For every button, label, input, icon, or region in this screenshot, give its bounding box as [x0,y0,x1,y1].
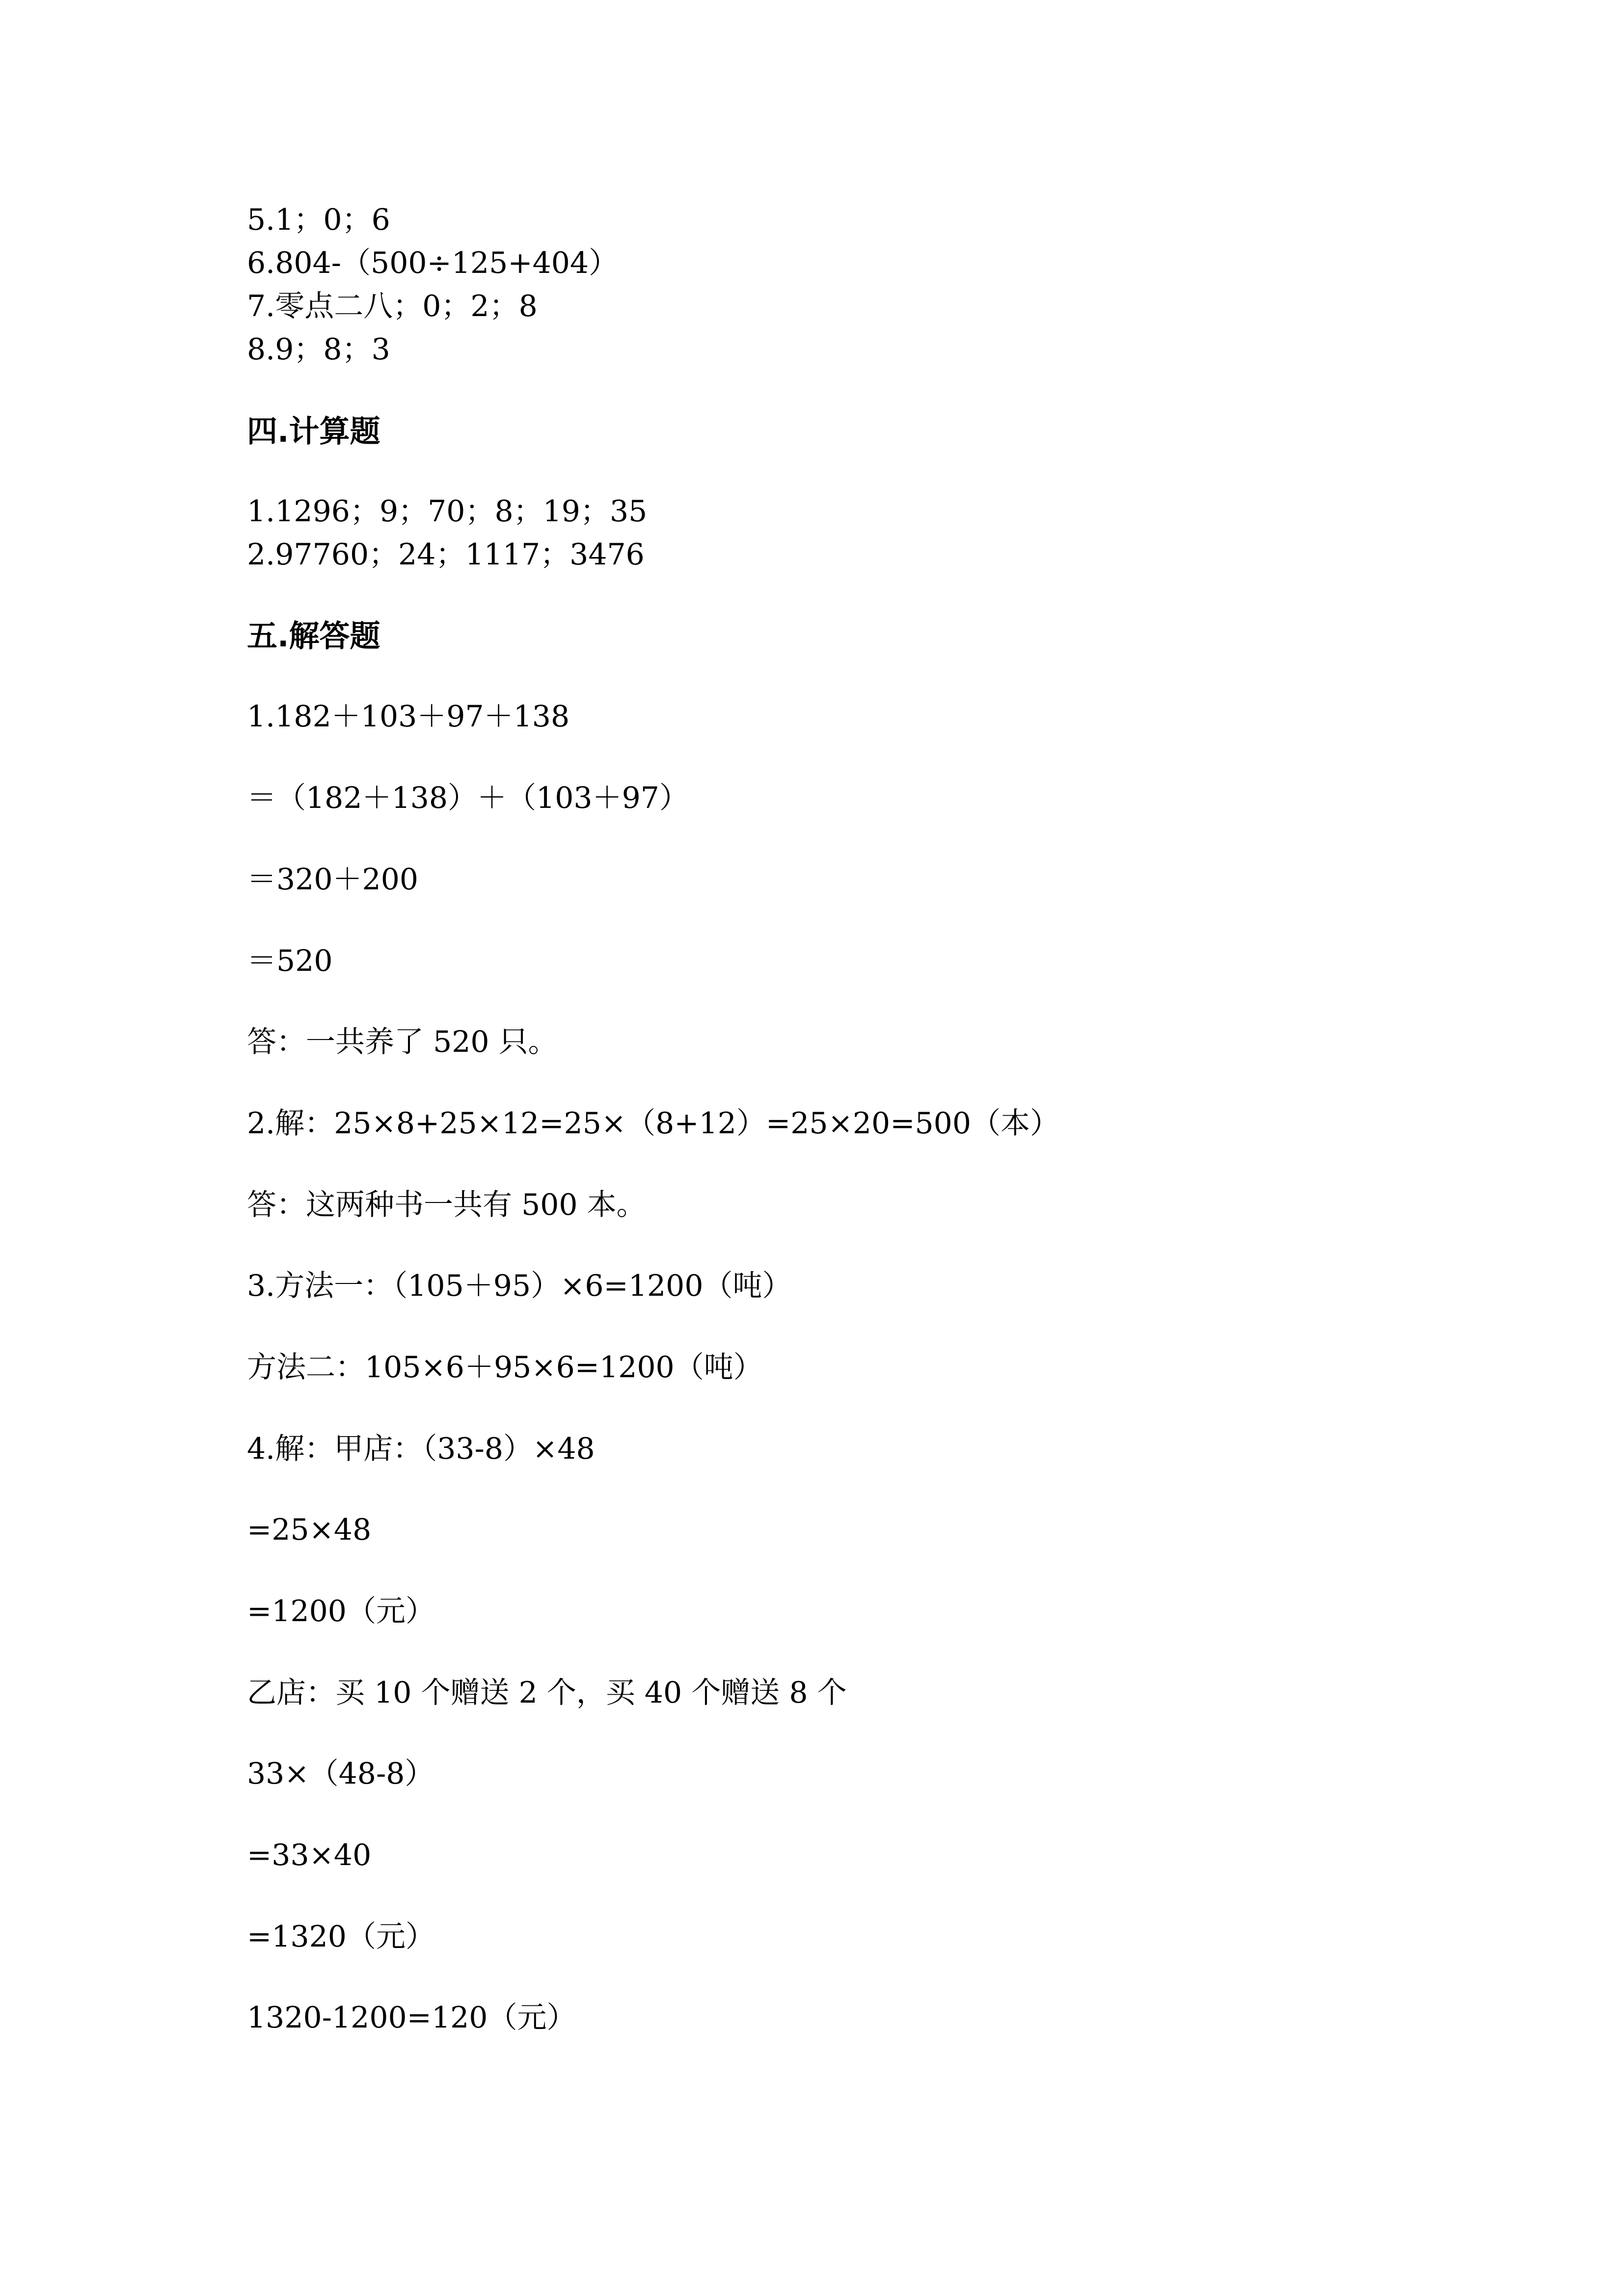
solution-line: =33×40 [247,1838,372,1872]
answer-line: 5.1；0；6 [247,203,390,237]
section-heading: 五.解答题 [247,618,380,654]
solution-line: =1200（元） [247,1594,435,1629]
solution-line: 答：一共养了 520 只。 [247,1025,558,1059]
solution-line: 方法二：105×6＋95×6=1200（吨） [247,1350,763,1385]
answer-line: 6.804-（500÷125+404） [247,246,619,280]
solution-line: =1320（元） [247,1920,435,1954]
solution-line: 33×（48-8） [247,1757,434,1791]
solution-line: 乙店：买 10 个赠送 2 个，买 40 个赠送 8 个 [247,1676,847,1710]
solution-line: ＝520 [247,944,333,978]
solution-line: 1.182＋103＋97＋138 [247,699,570,734]
solution-line: ＝320＋200 [247,862,419,897]
answer-line: 2.97760；24；1117；3476 [247,537,645,572]
solution-line: 4.解：甲店：（33-8）×48 [247,1432,595,1466]
answer-line: 1.1296；9；70；8；19；35 [247,494,648,529]
section-heading: 四.计算题 [247,413,380,449]
solution-line: =25×48 [247,1513,372,1547]
solution-line: 3.方法一：（105＋95）×6=1200（吨） [247,1269,792,1303]
solution-line: 1320-1200=120（元） [247,2001,576,2035]
solution-line: ＝（182＋138）＋（103＋97） [247,781,689,815]
answer-line: 7.零点二八；0；2；8 [247,289,538,323]
answer-line: 8.9；8；3 [247,332,390,367]
solution-line: 答：这两种书一共有 500 本。 [247,1188,646,1222]
solution-line: 2.解：25×8+25×12=25×（8+12）=25×20=500（本） [247,1106,1060,1141]
